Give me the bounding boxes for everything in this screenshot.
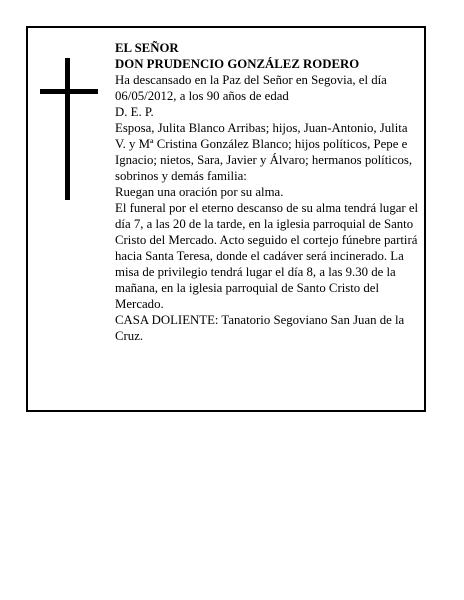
death-announcement: Ha descansado en la Paz del Señor en Segovia, el día 06/05/2012, a los 90 años de edad <box>115 73 387 103</box>
mourning-house: CASA DOLIENTE: Tanatorio Segoviano San Juan de la Cruz. <box>115 313 405 343</box>
obituary-notice <box>26 26 426 412</box>
deceased-name: DON PRUDENCIO GONZÁLEZ RODERO <box>115 57 360 71</box>
notice-title: EL SEÑOR <box>115 41 179 55</box>
family-list: Esposa, Julita Blanco Arribas; hijos, Juan-Antonio, Julita V. y Mª Cristina González Blanco; hijos políticos, Pepe e Ignacio; nietos, Sara, Javier y Álvaro; hermanos políticos, sobrinos y demás familia: <box>115 121 413 183</box>
cross-vertical-bar <box>65 58 70 200</box>
cross-horizontal-bar <box>40 89 98 94</box>
funeral-details: El funeral por el eterno descanso de su alma tendrá lugar el día 7, a las 20 de la tarde, en la iglesia parroquial de Santo Cristo del Mercado. Acto seguido el cortejo fúnebre partirá hacia Santa Teresa, donde el cadáver será incinerado. La misa de privilegio tendrá lugar el día 8, a las 9.30 de la mañana, en la iglesia parroquial de Santo Cristo del Mercado. <box>115 201 419 311</box>
prayer-request: Ruegan una oración por su alma. <box>115 185 284 199</box>
rip-line: D. E. P. <box>115 105 154 119</box>
cross-icon <box>40 58 94 200</box>
notice-text <box>115 40 420 344</box>
